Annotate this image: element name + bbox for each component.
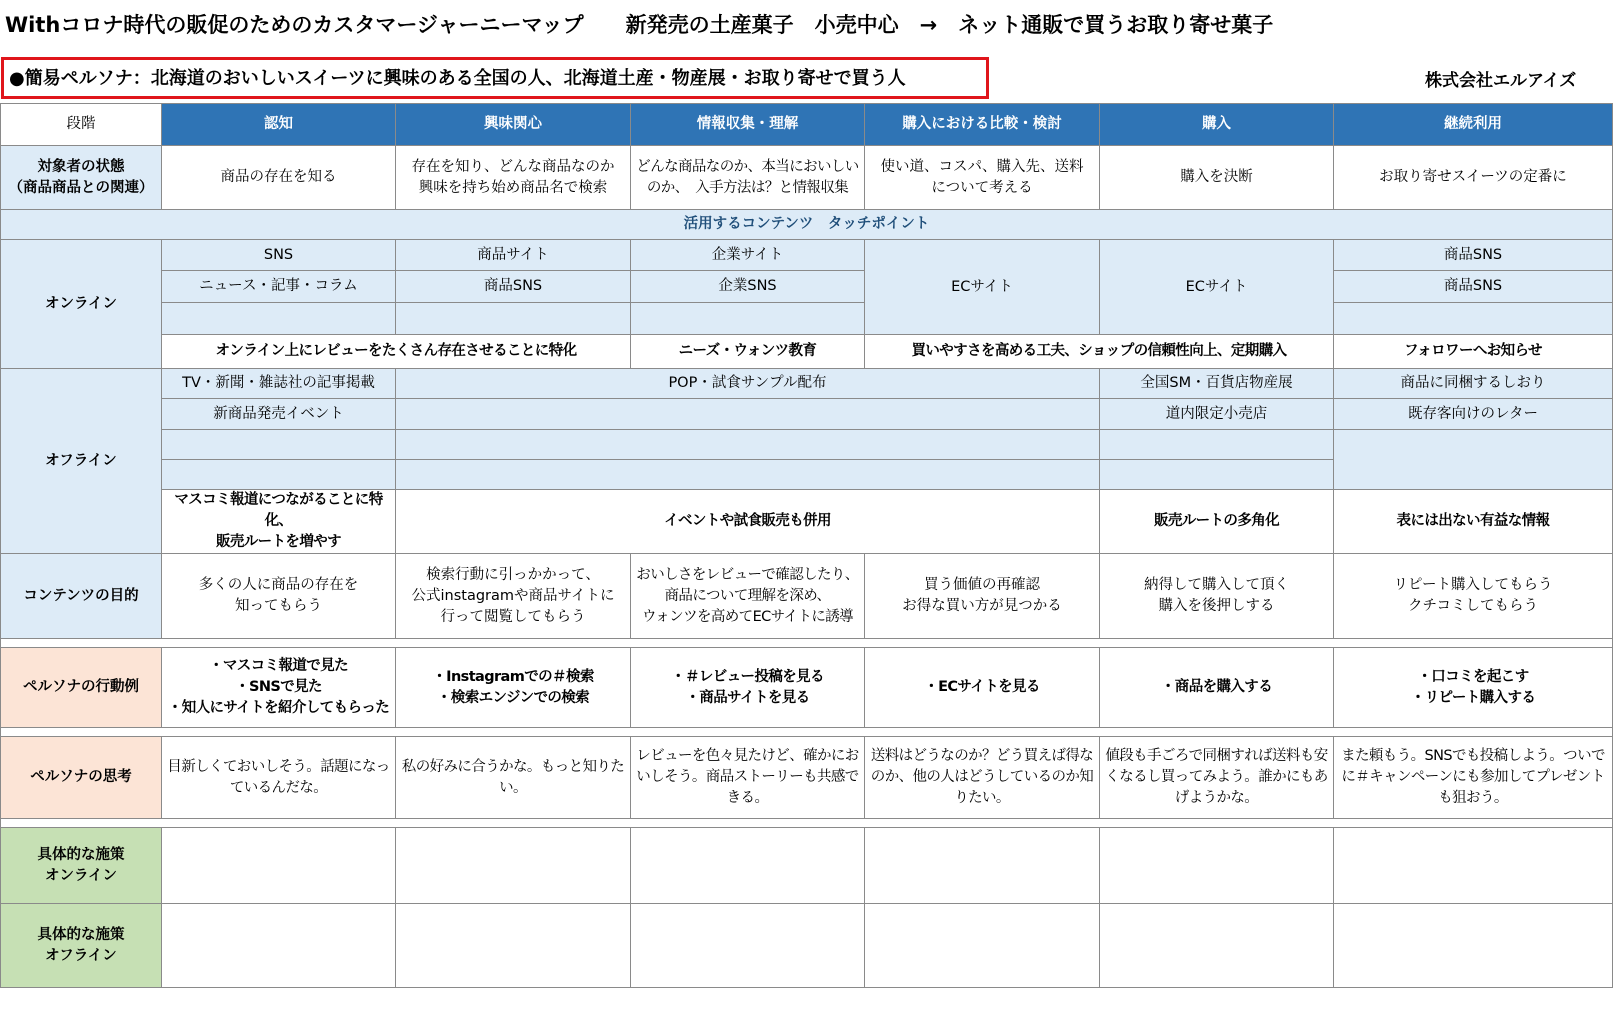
stage-retention: 継続利用 [1334, 104, 1613, 146]
state-cell: 使い道、コスパ、購入先、送料 について考える [865, 146, 1100, 210]
offline-empty [1100, 430, 1334, 460]
online-summary: フォロワーへお知らせ [1334, 335, 1613, 369]
measures-online-label: 具体的な施策 オンライン [1, 828, 162, 904]
offline-empty [162, 430, 396, 460]
online-summary: オンライン上にレビューをたくさん存在させることに特化 [162, 335, 631, 369]
contents-header: 活用するコンテンツ タッチポイント [1, 210, 1613, 240]
measures-cell [631, 904, 865, 988]
thought-cell: レビューを色々見たけど、確かにおいしそう。商品ストーリーも共感できる。 [631, 737, 865, 819]
offline-touchpoint: 既存客向けのレター [1334, 399, 1613, 430]
offline-empty [396, 460, 1100, 490]
measures-offline-row [1, 904, 1613, 988]
state-row [1, 146, 1613, 210]
online-row-2 [1, 271, 1613, 303]
online-row-3 [1, 303, 1613, 335]
thought-cell: 送料はどうなのか？どう買えば得なのか、他の人はどうしているのか知りたい。 [865, 737, 1100, 819]
offline-empty [396, 399, 1100, 430]
measures-cell [1334, 904, 1613, 988]
contents-header-row [1, 210, 1613, 240]
state-cell: 購入を決断 [1100, 146, 1334, 210]
purpose-row [1, 554, 1613, 639]
page-title: Withコロナ時代の販促のためのカスタマージャーニーマップ 新発売の土産菓子 小売中心 → ネット通販で買うお取り寄せ菓子 [5, 13, 1274, 37]
online-touchpoint: 企業SNS [631, 271, 865, 303]
online-touchpoint: 商品SNS [1334, 240, 1613, 271]
online-touchpoint: SNS [162, 240, 396, 271]
state-cell: お取り寄せスイーツの定番に [1334, 146, 1613, 210]
thought-cell: また頼もう。SNSでも投稿しよう。ついでに＃キャンペーンにも参加してプレゼントも狙おう。 [1334, 737, 1613, 819]
stage-row [1, 104, 1613, 146]
stage-research: 情報収集・理解 [631, 104, 865, 146]
gap [1, 639, 1613, 648]
offline-summary: 販売ルートの多角化 [1100, 490, 1334, 554]
state-cell: 存在を知り、どんな商品なのか 興味を持ち始め商品名で検索 [396, 146, 631, 210]
online-row-1 [1, 240, 1613, 271]
thought-cell: 値段も手ごろで同梱すれば送料も安くなるし買ってみよう。誰かにもあげようかな。 [1100, 737, 1334, 819]
offline-empty [1334, 430, 1613, 490]
online-summary: 買いやすさを高める工夫、ショップの信頼性向上、定期購入 [865, 335, 1334, 369]
measures-cell [1100, 828, 1334, 904]
offline-touchpoint: 新商品発売イベント [162, 399, 396, 430]
measures-cell [1334, 828, 1613, 904]
offline-row-1 [1, 369, 1613, 399]
gap [1, 728, 1613, 737]
measures-cell [865, 904, 1100, 988]
journey-map-table [0, 103, 1613, 988]
offline-empty [162, 460, 396, 490]
online-summary-row [1, 335, 1613, 369]
measures-offline-label: 具体的な施策 オフライン [1, 904, 162, 988]
offline-empty [396, 430, 1100, 460]
offline-touchpoint: POP・試食サンプル配布 [396, 369, 1100, 399]
purpose-cell: 検索行動に引っかかって、 公式instagramや商品サイトに 行って閲覧してもらう [396, 554, 631, 639]
gap-row [1, 819, 1613, 828]
stage-label: 段階 [1, 104, 162, 146]
online-touchpoint: 商品SNS [1334, 271, 1613, 303]
behavior-row [1, 648, 1613, 728]
stage-purchase: 購入 [1100, 104, 1334, 146]
purpose-label: コンテンツの目的 [1, 554, 162, 639]
offline-empty [1100, 460, 1334, 490]
online-empty [396, 303, 631, 335]
thought-cell: 目新しくておいしそう。話題になっているんだな。 [162, 737, 396, 819]
company-name: 株式会社エルアイズ [1425, 71, 1577, 91]
gap [1, 819, 1613, 828]
online-summary: ニーズ・ウォンツ教育 [631, 335, 865, 369]
online-empty [1334, 303, 1613, 335]
behavior-cell: ・マスコミ報道で見た ・SNSで見た ・知人にサイトを紹介してもらった [162, 648, 396, 728]
behavior-cell: ・商品を購入する [1100, 648, 1334, 728]
measures-online-row [1, 828, 1613, 904]
stage-awareness: 認知 [162, 104, 396, 146]
persona-box: ●簡易ペルソナ：北海道のおいしいスイーツに興味のある全国の人、北海道土産・物産展・お取り寄せで買う人 [1, 57, 989, 99]
stage-comparison: 購入における比較・検討 [865, 104, 1100, 146]
offline-summary: イベントや試食販売も併用 [396, 490, 1100, 554]
state-label: 対象者の状態 （商品商品との関連） [1, 146, 162, 210]
offline-touchpoint: 全国SM・百貨店物産展 [1100, 369, 1334, 399]
purpose-cell: おいしさをレビューで確認したり、 商品について理解を深め、 ウォンツを高めてECサイトに誘導 [631, 554, 865, 639]
online-touchpoint: ニュース・記事・コラム [162, 271, 396, 303]
thought-cell: 私の好みに合うかな。もっと知りたい。 [396, 737, 631, 819]
measures-cell [396, 904, 631, 988]
purpose-cell: リピート購入してもらう クチコミしてもらう [1334, 554, 1613, 639]
online-empty [162, 303, 396, 335]
purpose-cell: 納得して購入して頂く 購入を後押しする [1100, 554, 1334, 639]
behavior-cell: ・口コミを起こす ・リピート購入する [1334, 648, 1613, 728]
thought-label: ペルソナの思考 [1, 737, 162, 819]
purpose-cell: 買う価値の再確認 お得な買い方が見つかる [865, 554, 1100, 639]
measures-cell [162, 828, 396, 904]
online-touchpoint: 企業サイト [631, 240, 865, 271]
gap-row [1, 728, 1613, 737]
offline-touchpoint: TV・新聞・雑誌社の記事掲載 [162, 369, 396, 399]
measures-cell [162, 904, 396, 988]
thought-row [1, 737, 1613, 819]
offline-summary: マスコミ報道につながることに特化、 販売ルートを増やす [162, 490, 396, 554]
behavior-label: ペルソナの行動例 [1, 648, 162, 728]
measures-cell [631, 828, 865, 904]
offline-row-3 [1, 430, 1613, 460]
offline-row-2 [1, 399, 1613, 430]
online-label: オンライン [1, 240, 162, 369]
gap-row [1, 639, 1613, 648]
offline-summary-row [1, 490, 1613, 554]
purpose-cell: 多くの人に商品の存在を 知ってもらう [162, 554, 396, 639]
offline-summary: 表には出ない有益な情報 [1334, 490, 1613, 554]
offline-touchpoint: 道内限定小売店 [1100, 399, 1334, 430]
offline-label: オフライン [1, 369, 162, 554]
behavior-cell: ・ECサイトを見る [865, 648, 1100, 728]
state-cell: 商品の存在を知る [162, 146, 396, 210]
measures-cell [1100, 904, 1334, 988]
online-touchpoint: 商品SNS [396, 271, 631, 303]
stage-interest: 興味関心 [396, 104, 631, 146]
online-ec-site: ECサイト [865, 240, 1100, 335]
measures-cell [396, 828, 631, 904]
offline-touchpoint: 商品に同梱するしおり [1334, 369, 1613, 399]
behavior-cell: ・＃レビュー投稿を見る ・商品サイトを見る [631, 648, 865, 728]
behavior-cell: ・Instagramでの＃検索 ・検索エンジンでの検索 [396, 648, 631, 728]
measures-cell [865, 828, 1100, 904]
online-empty [631, 303, 865, 335]
online-touchpoint: 商品サイト [396, 240, 631, 271]
state-cell: どんな商品なのか、本当においしいのか、 入手方法は？と情報収集 [631, 146, 865, 210]
online-ec-site: ECサイト [1100, 240, 1334, 335]
